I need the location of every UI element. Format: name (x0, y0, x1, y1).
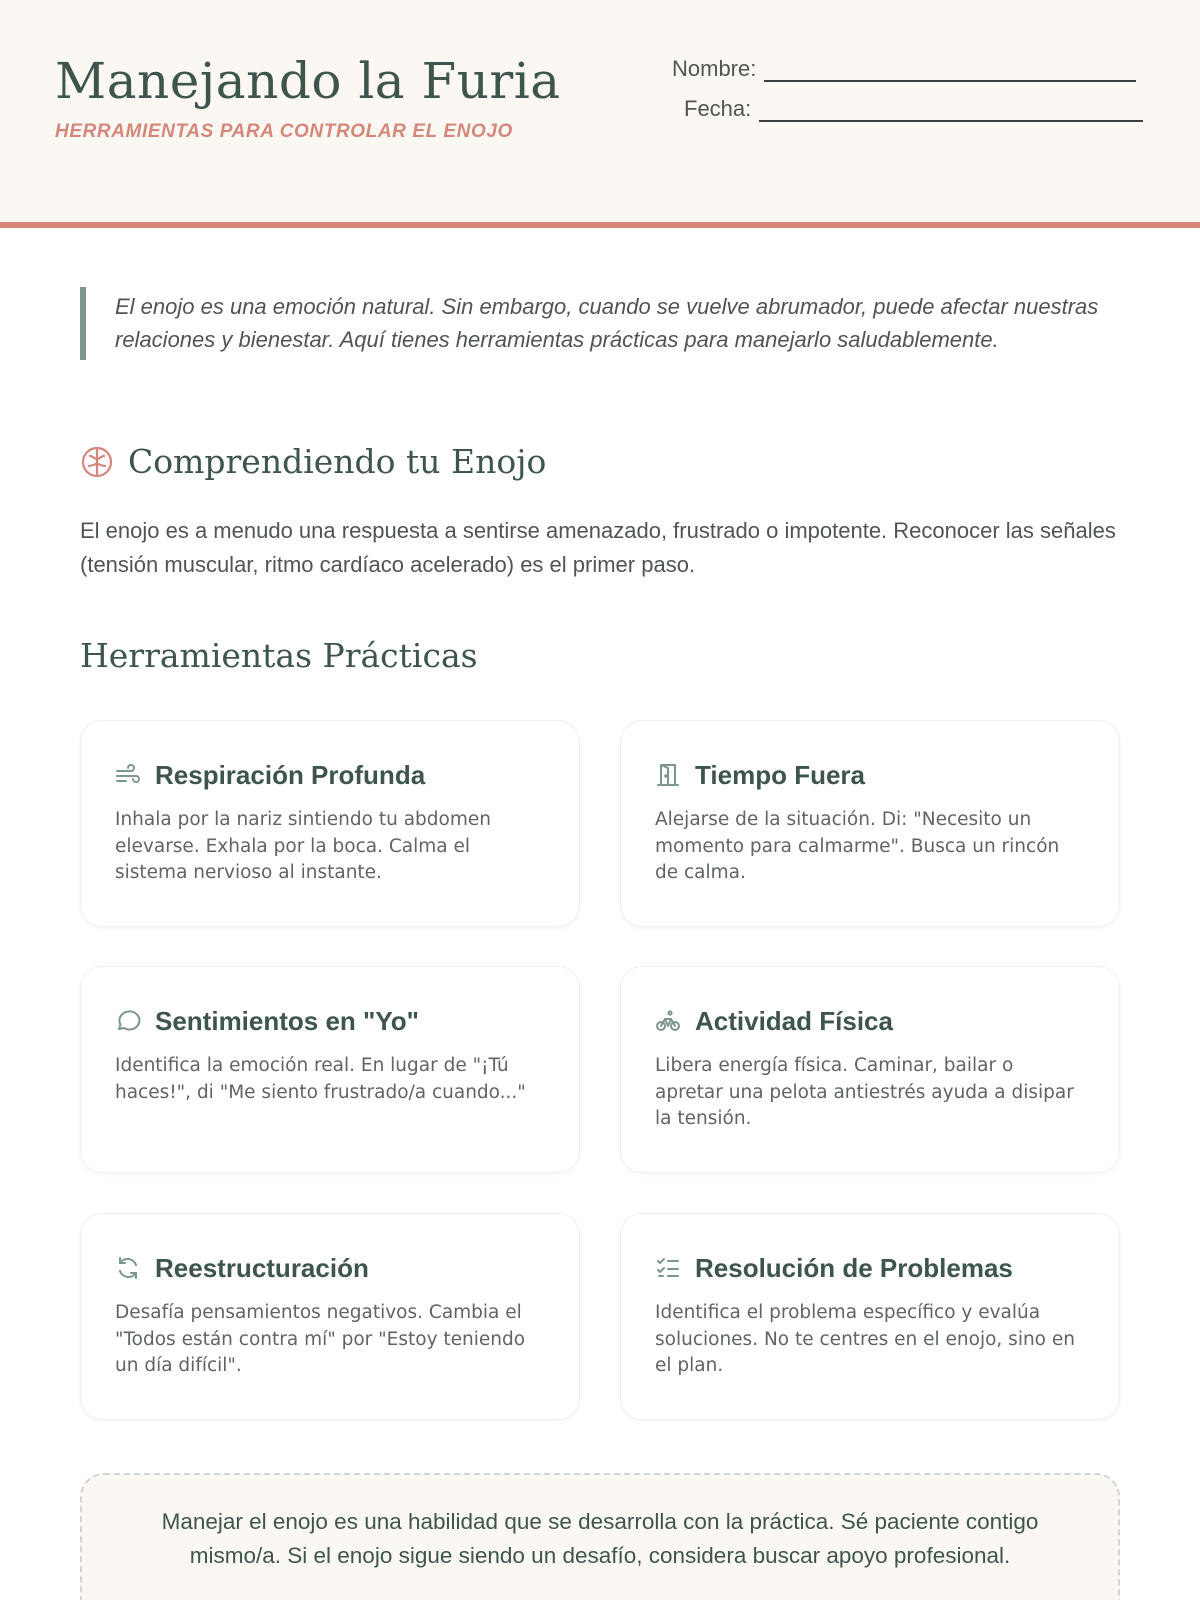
page-title: Manejando la Furia (55, 52, 561, 110)
brain-icon (80, 445, 114, 479)
card-deep-breathing (80, 720, 580, 927)
card-text: Desafía pensamientos negativos. Cambia el "Todos están contra mí" por "Estoy teniendo un día difícil". (115, 1302, 526, 1376)
card-text: Inhala por la nariz sintiendo tu abdomen elevarse. Exhala por la boca. Calma el sistema nervioso al instante. (115, 809, 491, 883)
intro-quote: El enojo es una emoción natural. Sin embargo, cuando se vuelve abrumador, puede afectar nuestras relaciones y bienestar. Aquí tienes herramientas prácticas para manejarlo saludablemente. (80, 287, 1120, 360)
card-title: Resolución de Problemas (695, 1252, 1013, 1283)
understanding-heading-text: Comprendiendo tu Enojo (128, 442, 547, 481)
speech-bubble-icon (115, 1008, 141, 1034)
name-line[interactable] (764, 60, 1136, 82)
card-text: Alejarse de la situación. Di: "Necesito un momento para calmarme". Busca un rincón de calma. (655, 809, 1060, 883)
page-subtitle: HERRAMIENTAS PARA CONTROLAR EL ENOJO (55, 121, 513, 142)
card-time-out (620, 720, 1120, 927)
understanding-heading (80, 442, 546, 481)
name-label: Nombre: (672, 56, 757, 81)
date-field[interactable] (684, 96, 1143, 122)
bicycle-icon (655, 1008, 681, 1034)
door-icon (655, 762, 681, 788)
card-title: Tiempo Fuera (695, 759, 866, 790)
card-title: Respiración Profunda (155, 759, 426, 790)
date-label: Fecha: (684, 96, 752, 121)
checklist-icon (655, 1255, 681, 1281)
card-title: Sentimientos en "Yo" (155, 1005, 419, 1036)
date-line[interactable] (759, 100, 1143, 122)
tools-heading: Herramientas Prácticas (80, 636, 478, 675)
card-text: Libera energía física. Caminar, bailar o apretar una pelota antiestrés ayuda a disipar la tensión. (655, 1055, 1074, 1129)
wind-icon (115, 762, 141, 788)
card-text: Identifica el problema específico y evalúa soluciones. No te centres en el enojo, sino en el plan. (655, 1302, 1075, 1376)
card-text: Identifica la emoción real. En lugar de "¡Tú haces!", di "Me siento frustrado/a cuando..." (115, 1055, 526, 1103)
card-restructuring (80, 1213, 580, 1420)
card-title: Reestructuración (155, 1252, 369, 1283)
footer-note: Manejar el enojo es una habilidad que se desarrolla con la práctica. Sé paciente contigo mismo/a. Si el enojo sigue siendo un desafío, considera buscar apoyo profesional. (80, 1473, 1120, 1600)
card-physical-activity (620, 966, 1120, 1173)
name-field[interactable] (672, 56, 1136, 82)
worksheet-header (0, 0, 1200, 228)
card-title: Actividad Física (695, 1005, 893, 1036)
card-problem-solving (620, 1213, 1120, 1420)
card-i-statements (80, 966, 580, 1173)
refresh-icon (115, 1255, 141, 1281)
understanding-text: El enojo es a menudo una respuesta a sentirse amenazado, frustrado o impotente. Reconocer las señales (tensión muscular, ritmo cardíaco acelerado) es el primer paso. (80, 518, 1116, 577)
